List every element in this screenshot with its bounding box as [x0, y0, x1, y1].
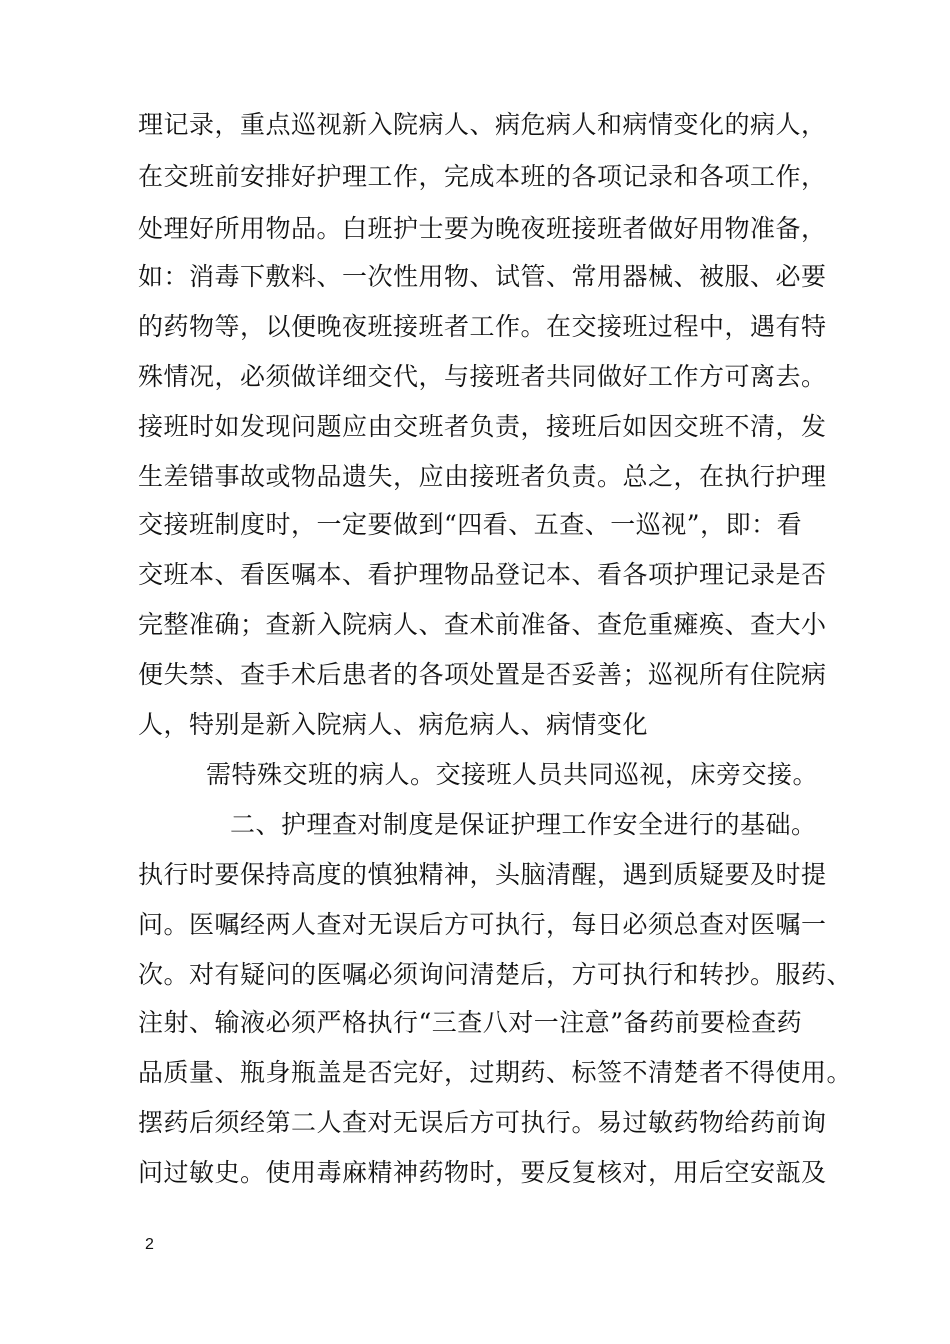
text-line-20: 品质量、瓶身瓶盖是否完好，过期药、标签不清楚者不得使用。: [138, 1058, 853, 1087]
page-number: 2: [145, 1236, 154, 1253]
section-heading: 二、护理查对制度是保证护理工作安全进行的基础。: [230, 810, 817, 839]
text-line-7: 接班时如发现问题应由交班者负责，接班后如因交班不清，发: [138, 412, 827, 441]
text-line-11: 完整准确；查新入院病人、查术前准备、查危重瘫痪、查大小: [138, 610, 827, 639]
text-line-21: 摆药后须经第二人查对无误后方可执行。易过敏药物给药前询: [138, 1108, 827, 1137]
text-line-14: 需特殊交班的病人。交接班人员共同巡视，床旁交接。: [206, 760, 819, 789]
text-line-4: 如：消毒下敷料、一次性用物、试管、常用器械、被服、必要: [138, 262, 827, 291]
text-line-5: 的药物等，以便晚夜班接班者工作。在交接班过程中，遇有特: [138, 312, 827, 341]
text-line-6: 殊情况，必须做详细交代，与接班者共同做好工作方可离去。: [138, 362, 827, 391]
text-line-1: 理记录，重点巡视新入院病人、病危病人和病情变化的病人，: [138, 110, 827, 139]
text-line-19: 注射、输液必须严格执行“三查八对一注意”备药前要检查药: [138, 1008, 803, 1037]
text-line-22: 问过敏史。使用毒麻精神药物时，要反复核对，用后空安瓿及: [138, 1158, 827, 1187]
text-line-9: 交接班制度时，一定要做到“四看、五查、一巡视”，即：看: [138, 510, 803, 539]
text-line-13: 人，特别是新入院病人、病危病人、病情变化: [138, 710, 649, 739]
text-line-12: 便失禁、查手术后患者的各项处置是否妥善；巡视所有住院病: [138, 660, 827, 689]
text-line-2: 在交班前安排好护理工作，完成本班的各项记录和各项工作，: [138, 162, 827, 191]
text-line-16: 执行时要保持高度的慎独精神，头脑清醒，遇到质疑要及时提: [138, 860, 827, 889]
text-line-17: 问。医嘱经两人查对无误后方可执行，每日必须总查对医嘱一: [138, 910, 827, 939]
text-line-10: 交班本、看医嘱本、看护理物品登记本、看各项护理记录是否: [138, 560, 827, 589]
text-line-18: 次。对有疑问的医嘱必须询问清楚后，方可执行和转抄。服药、: [138, 960, 853, 989]
text-line-3: 处理好所用物品。白班护士要为晚夜班接班者做好用物准备，: [138, 214, 827, 243]
text-line-8: 生差错事故或物品遗失，应由接班者负责。总之，在执行护理: [138, 462, 827, 491]
